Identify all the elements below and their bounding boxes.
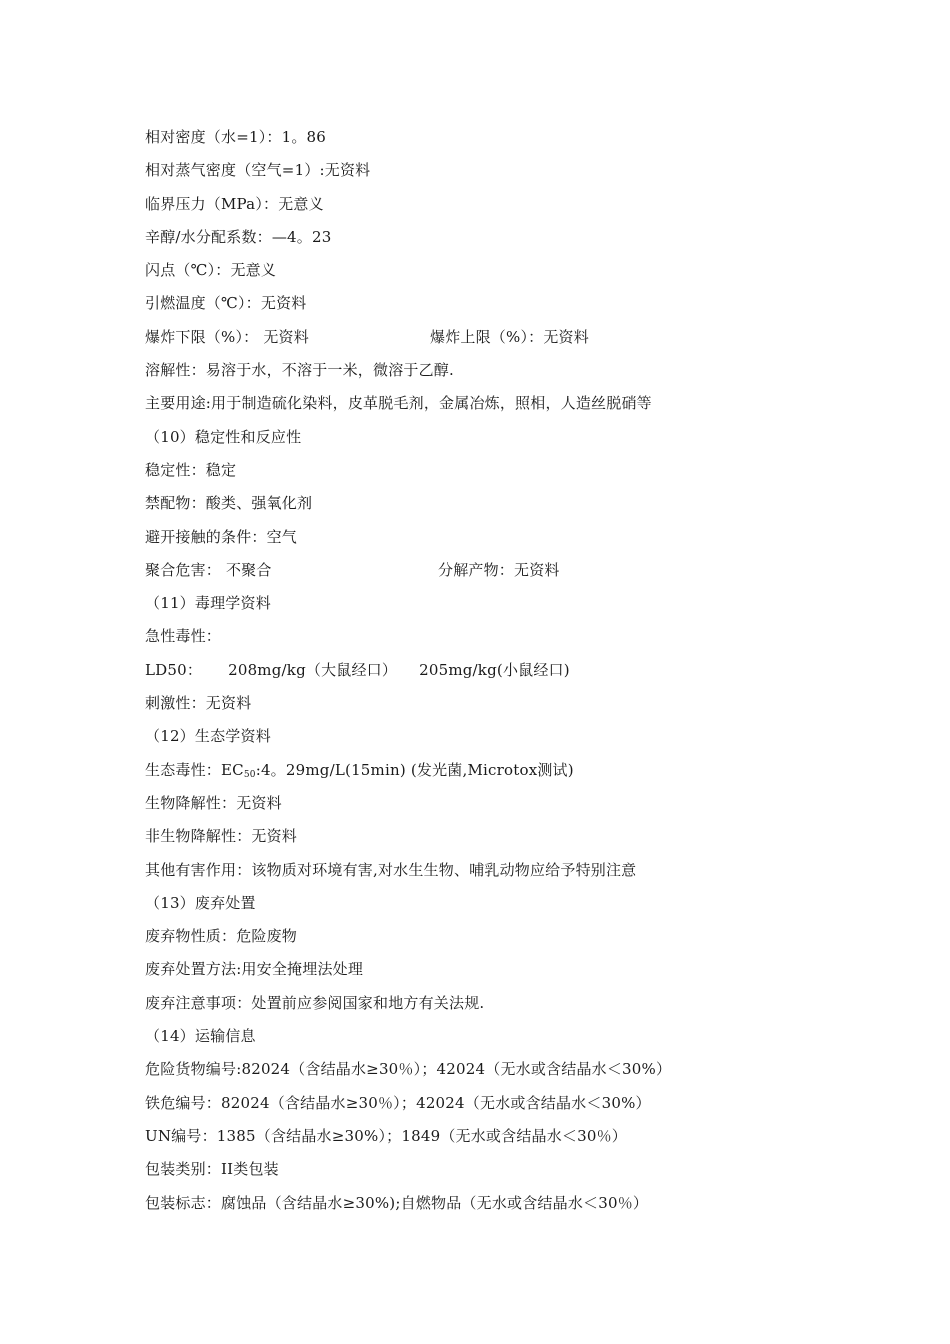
stability: 稳定性：稳定 <box>145 460 237 479</box>
main-uses: 主要用途:用于制造硫化染料，皮革脱毛剂，金属冶炼，照相，人造丝脱硝等 <box>145 394 652 413</box>
packing-group: 包装类别：II类包装 <box>145 1160 279 1179</box>
acute-toxicity: 急性毒性： <box>145 627 222 646</box>
explosion-limits-row <box>145 324 845 357</box>
packing-label: 包装标志：腐蚀品（含结晶水≥30%);自燃物品（无水或含结晶水＜30％） <box>145 1193 649 1212</box>
section-heading-10: （10）稳定性和反应性 <box>145 427 302 446</box>
waste-disposal-method: 废弃处置方法:用安全掩埋法处理 <box>145 960 364 979</box>
waste-disposal-notes: 废弃注意事项：处置前应参阅国家和地方有关法规. <box>145 993 485 1012</box>
ld50-row <box>145 657 845 690</box>
un-number: UN编号：1385（含结晶水≥30%）；1849（无水或含结晶水＜30％） <box>145 1126 628 1145</box>
explosion-upper-limit: 爆炸上限（%）：无资料 <box>430 327 589 346</box>
critical-pressure: 临界压力（MPa）：无意义 <box>145 194 324 213</box>
biodegradability: 生物降解性：无资料 <box>145 793 282 812</box>
railway-hazard-number: 铁危编号：82024（含结晶水≥30％）；42024（无水或含结晶水＜30%） <box>145 1093 651 1112</box>
section-heading-11: （11）毒理学资料 <box>145 594 271 613</box>
waste-nature: 废弃物性质：危险废物 <box>145 927 298 946</box>
solubility: 溶解性：易溶于水，不溶于一米，微溶于乙醇. <box>145 361 454 380</box>
non-biodegradability: 非生物降解性：无资料 <box>145 827 298 846</box>
decomposition-products: 分解产物：无资料 <box>438 560 560 579</box>
incompatible-materials: 禁配物：酸类、强氧化剂 <box>145 494 313 513</box>
section-heading-14: （14）运输信息 <box>145 1027 256 1046</box>
dangerous-goods-number: 危险货物编号:82024（含结晶水≥30％）；42024（无水或含结晶水＜30%） <box>145 1060 672 1079</box>
section-heading-13: （13）废弃处置 <box>145 893 256 912</box>
other-hazards: 其他有害作用：该物质对环境有害,对水生生物、哺乳动物应给予特别注意 <box>145 860 637 879</box>
ld50-rat: 208mg/kg（大鼠经口） <box>228 660 398 679</box>
irritation: 刺激性：无资料 <box>145 694 252 713</box>
document-page <box>145 124 845 1223</box>
vapor-density: 相对蒸气密度（空气=1）:无资料 <box>145 161 371 180</box>
polymerization-hazard: 聚合危害： 不聚合 <box>145 560 272 579</box>
ecotoxicity-prefix: 生态毒性：EC <box>145 760 244 779</box>
section-heading-12: （12）生态学资料 <box>145 727 271 746</box>
ld50-mouse: 205mg/kg(小鼠经口) <box>419 660 570 679</box>
octanol-water-coefficient: 辛醇/水分配系数：—4。23 <box>145 227 332 246</box>
explosion-lower-limit: 爆炸下限（%）： 无资料 <box>145 327 309 346</box>
polymer-row <box>145 557 845 590</box>
ec50-subscript: 50 <box>243 769 256 780</box>
ignition-temperature: 引燃温度（℃）：无资料 <box>145 294 307 313</box>
ecotoxicity-value: :4。29mg/L(15min) (发光菌,Microtox测试) <box>255 760 574 779</box>
relative-density: 相对密度（水=1）：1。86 <box>145 128 327 146</box>
flash-point: 闪点（℃）：无意义 <box>145 261 277 280</box>
ld50-label: LD50： <box>145 660 203 679</box>
ecotoxicity <box>145 757 845 790</box>
conditions-to-avoid: 避开接触的条件：空气 <box>145 527 298 546</box>
